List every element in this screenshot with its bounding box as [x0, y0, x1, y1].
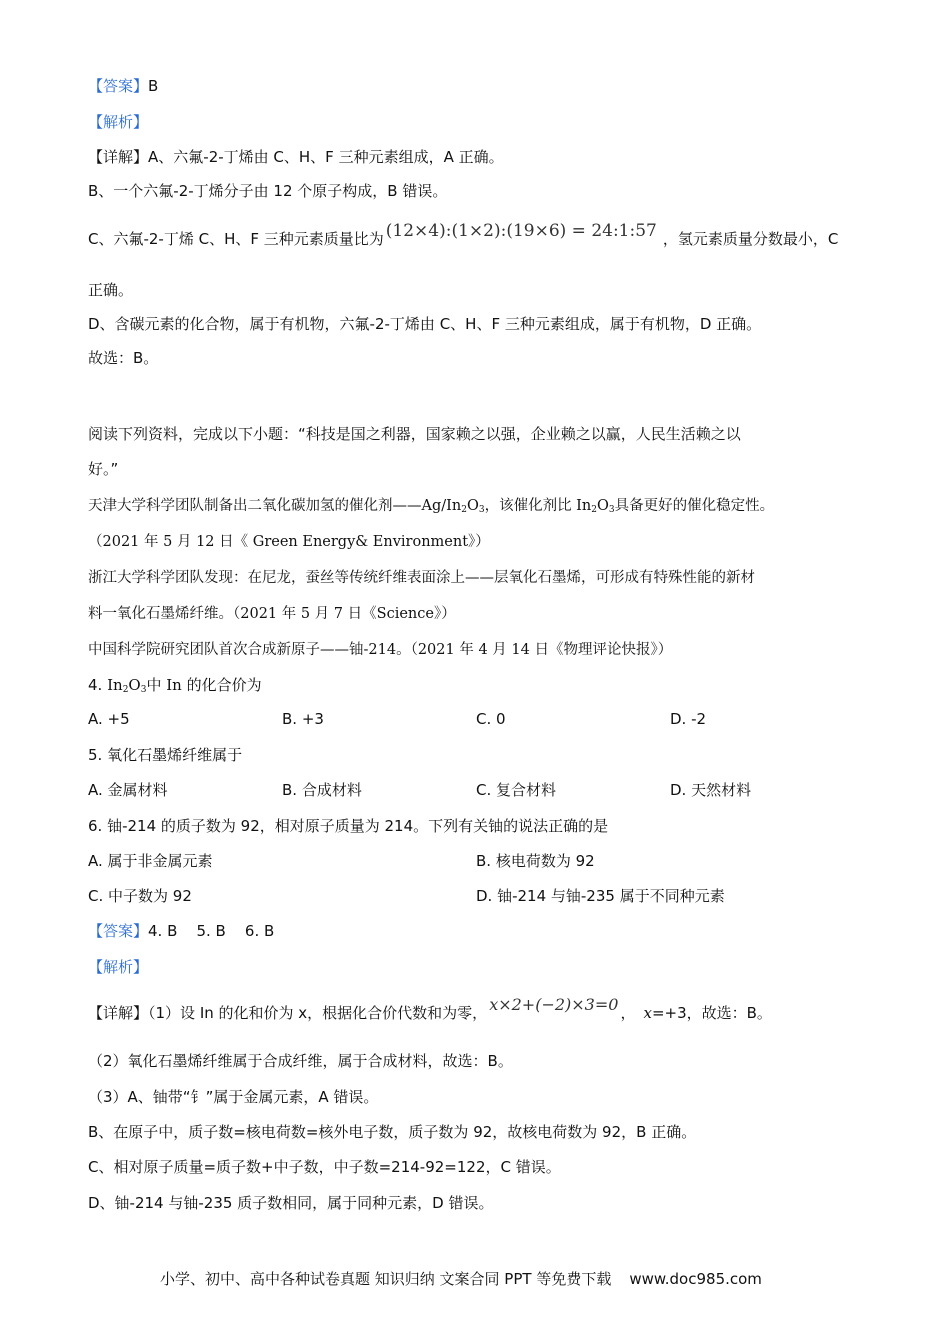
q4-option-c: C. 0	[476, 710, 506, 728]
solution-1-mid: ，	[620, 1004, 636, 1022]
q6-option-b: B. 核电荷数为 92	[476, 852, 595, 870]
q6-option-d: D. 铀-214 与铀-235 属于不同种元素	[476, 887, 725, 905]
q4-stem-a: In	[107, 676, 123, 694]
explanation-c-prefix: C、六氟-2-丁烯 C、H、F 三种元素质量比为	[88, 230, 384, 248]
solution-3-d: D、铀-214 与铀-235 质子数相同，属于同种元素，D 错误。	[88, 1194, 494, 1212]
reading-paragraph-2-line-1: 浙江大学科学团队发现：在尼龙，蚕丝等传统纤维表面涂上——层氧化石墨烯，可形成有特殊性能的新材	[88, 570, 755, 586]
q4-option-b: B. +3	[282, 710, 324, 728]
q4-stem-c: 中 In 的化合价为	[146, 676, 262, 694]
detail-tag: 【详解】	[88, 148, 149, 166]
answer-values-2: 4. B 5. B 6. B	[148, 922, 275, 940]
analysis-tag-2: 【解析】	[88, 958, 149, 976]
detail-text: A、六氟-2-丁烯由 C、H、F 三种元素组成，A 正确。	[148, 148, 504, 166]
p1-mid3: O	[597, 498, 609, 514]
solution-1-suffix: =+3，故选：B。	[651, 1004, 772, 1022]
solution-3: （3）A、铀带“钅”属于金属元素，A 错误。	[88, 1088, 379, 1106]
explanation-c-suffix: ，氢元素质量分数最小，C	[662, 230, 839, 248]
q4-sub-3: 3	[140, 685, 147, 695]
footer-text: 小学、初中、高中各种试卷真题 知识归纳 文案合同 PPT 等免费下载	[160, 1270, 612, 1288]
reading-paragraph-1	[88, 495, 774, 521]
reading-source-1: （2021 年 5 月 12 日《 Green Energy& Environment》）	[88, 534, 490, 550]
mass-ratio-formula: (12×4):(1×2):(19×6) = 24:1:57	[385, 221, 657, 241]
reading-paragraph-2-line-2: 料一氧化石墨烯纤维。（2021 年 5 月 7 日《Science》）	[88, 606, 456, 622]
q4-sub-2: 2	[122, 685, 129, 695]
q5-option-b: B. 合成材料	[282, 781, 362, 799]
q4-number: 4.	[88, 676, 108, 694]
q5-option-d: D. 天然材料	[670, 781, 752, 799]
answer-value: B	[148, 77, 159, 95]
q5-option-c: C. 复合材料	[476, 781, 557, 799]
footer-url[interactable]: www.doc985.com	[629, 1270, 762, 1288]
solution-3-c: C、相对原子质量=质子数+中子数，中子数=214-92=122，C 错误。	[88, 1158, 561, 1176]
analysis-tag: 【解析】	[88, 113, 149, 131]
conclusion-1: 故选：B。	[88, 349, 159, 367]
answer-tag-2: 【答案】	[88, 922, 149, 940]
q6-option-a: A. 属于非金属元素	[88, 852, 213, 870]
explanation-c-continued: 正确。	[88, 281, 134, 299]
q6-option-c: C. 中子数为 92	[88, 887, 192, 905]
valence-equation: x×2+(−2)×3=0	[489, 995, 619, 1014]
q4-stem-b: O	[128, 676, 141, 694]
question-4-stem	[88, 674, 262, 701]
p1-suffix: 具备更好的催化稳定性。	[614, 498, 775, 514]
p1-mid2: ，该催化剂比 In	[484, 498, 592, 514]
explanation-d: D、含碳元素的化合物，属于有机物，六氟-2-丁烯由 C、H、F 三种元素组成，属于有机物，D 正确。	[88, 315, 762, 333]
question-6-stem: 6. 铀-214 的质子数为 92，相对原子质量为 214。下列有关铀的说法正确的是	[88, 817, 609, 835]
p1-mid: O	[466, 498, 479, 514]
reading-intro-2: 好。”	[88, 460, 119, 478]
detail-tag-2: 【详解】	[88, 1004, 149, 1022]
solution-1-prefix: （1）设 In 的化和价为 x，根据化合价代数和为零，	[148, 1004, 488, 1022]
sub-3: 3	[478, 505, 485, 515]
detail-line-2	[88, 995, 772, 1024]
q4-option-d: D. -2	[670, 710, 707, 728]
reading-paragraph-3: 中国科学院研究团队首次合成新原子——铀-214。（2021 年 4 月 14 日《物理评论快报》）	[88, 642, 673, 658]
sub-3b: 3	[608, 505, 615, 515]
answer-line-1	[88, 75, 158, 97]
detail-line-1	[88, 146, 504, 168]
answer-tag: 【答案】	[88, 77, 149, 95]
sub-2: 2	[461, 505, 467, 515]
q5-option-a: A. 金属材料	[88, 781, 168, 799]
question-5-stem: 5. 氧化石墨烯纤维属于	[88, 746, 243, 764]
solution-3-b: B、在原子中，质子数=核电荷数=核外电子数，质子数为 92，故核电荷数为 92，B 正确。	[88, 1123, 697, 1141]
sub-2b: 2	[591, 505, 597, 515]
p1-prefix: 天津大学科学团队制备出二氧化碳加氢的催化剂——Ag/In	[88, 498, 462, 514]
page-footer	[160, 1268, 762, 1289]
reading-intro-1: 阅读下列资料，完成以下小题：“科技是国之利器，国家赖之以强，企业赖之以赢，人民生活赖之以	[88, 425, 741, 443]
answer-line-2	[88, 920, 274, 942]
solution-1-variable: x	[643, 1004, 652, 1022]
explanation-b: B、一个六氟-2-丁烯分子由 12 个原子构成，B 错误。	[88, 182, 448, 200]
explanation-c	[88, 221, 839, 250]
solution-2: （2）氧化石墨烯纤维属于合成纤维，属于合成材料，故选：B。	[88, 1052, 513, 1070]
q4-option-a: A. +5	[88, 710, 130, 728]
